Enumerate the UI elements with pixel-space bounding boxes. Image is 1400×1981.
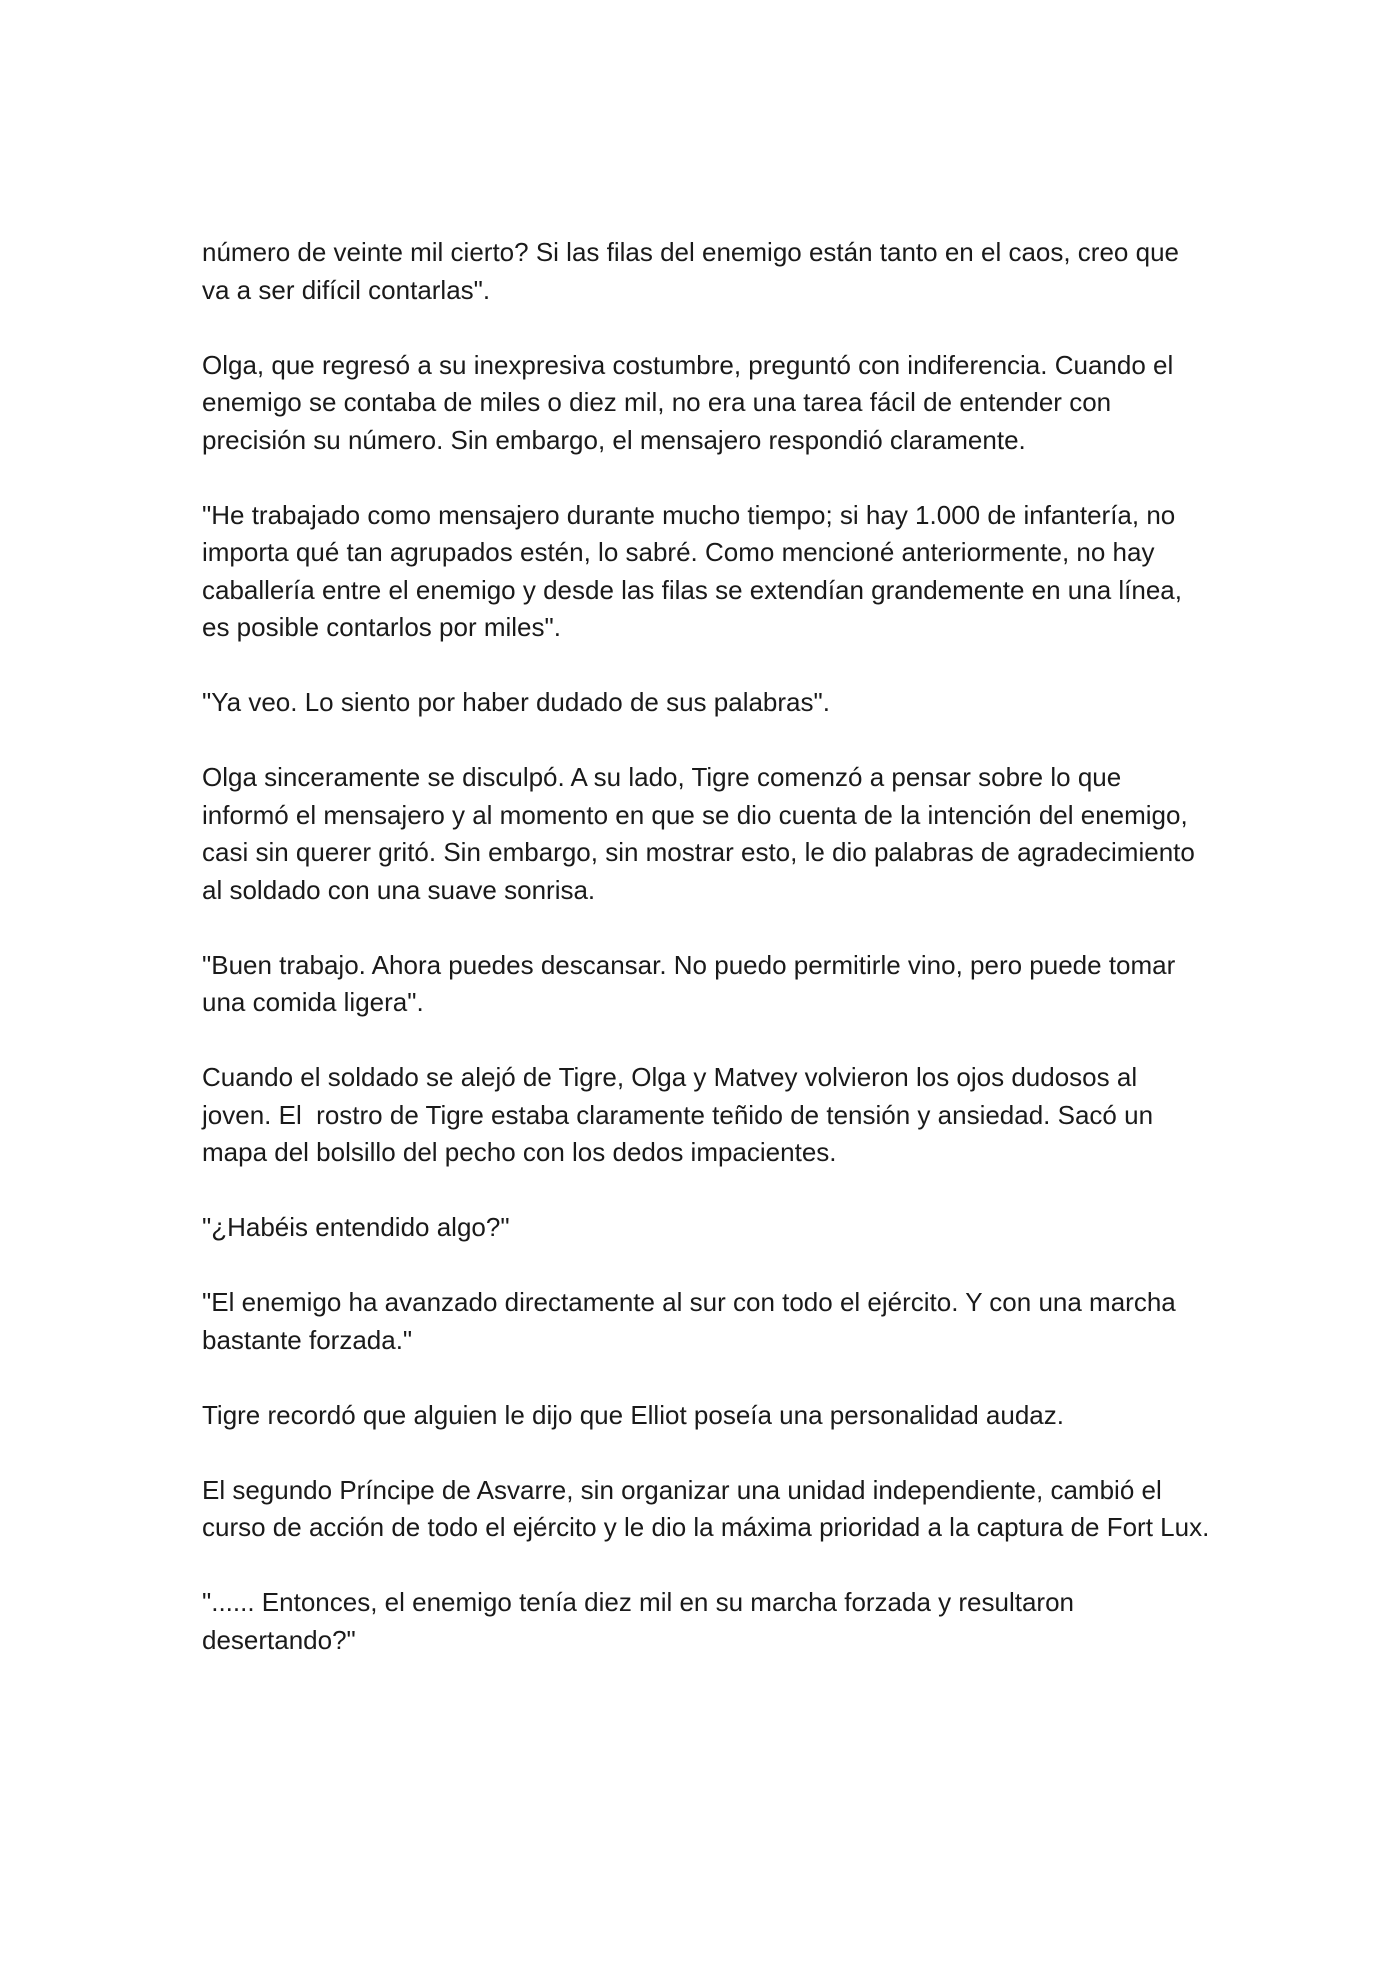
paragraph: El segundo Príncipe de Asvarre, sin organizar una unidad independiente, cambió el curso de acción de todo el ejército y le dio la máxima prioridad a la captura de Fort Lux. [202,1474,1210,1542]
document-body [202,234,1212,1659]
paragraph: "He trabajado como mensajero durante mucho tiempo; si hay 1.000 de infantería, no importa qué tan agrupados estén, lo sabré. Como mencioné anteriormente, no hay caballería entre el enemigo y desde las filas se extendían grandemente en una línea, es posible contarlos por miles". [202,499,1190,642]
paragraph: "...... Entonces, el enemigo tenía diez mil en su marcha forzada y resultaron desertando?" [202,1587,1082,1655]
paragraph: "Ya veo. Lo siento por haber dudado de sus palabras". [202,687,830,717]
paragraph: "¿Habéis entendido algo?" [202,1212,510,1242]
paragraph: Olga sinceramente se disculpó. A su lado, Tigre comenzó a pensar sobre lo que informó el mensajero y al momento en que se dio cuenta de la intención del enemigo, casi sin querer gritó. Sin embargo, sin mostrar esto, le dio palabras de agradecimiento al soldado con una suave sonrisa. [202,762,1203,905]
paragraph: "El enemigo ha avanzado directamente al sur con todo el ejército. Y con una marcha bastante forzada." [202,1287,1183,1355]
paragraph: Olga, que regresó a su inexpresiva costumbre, preguntó con indiferencia. Cuando el enemigo se contaba de miles o diez mil, no era una tarea fácil de entender con precisión su número. Sin embargo, el mensajero respondió claramente. [202,349,1181,455]
paragraph: Tigre recordó que alguien le dijo que Elliot poseía una personalidad audaz. [202,1399,1064,1430]
paragraph: "Buen trabajo. Ahora puedes descansar. No puedo permitirle vino, pero puede tomar una comida ligera". [202,949,1183,1017]
paragraph: número de veinte mil cierto? Si las filas del enemigo están tanto en el caos, creo que va a ser difícil contarlas". [202,237,1187,305]
paragraph: Cuando el soldado se alejó de Tigre, Olga y Matvey volvieron los ojos dudosos al joven. El rostro de Tigre estaba claramente teñido de tensión y ansiedad. Sacó un mapa del bolsillo del pecho con los dedos impacientes. [202,1062,1161,1167]
